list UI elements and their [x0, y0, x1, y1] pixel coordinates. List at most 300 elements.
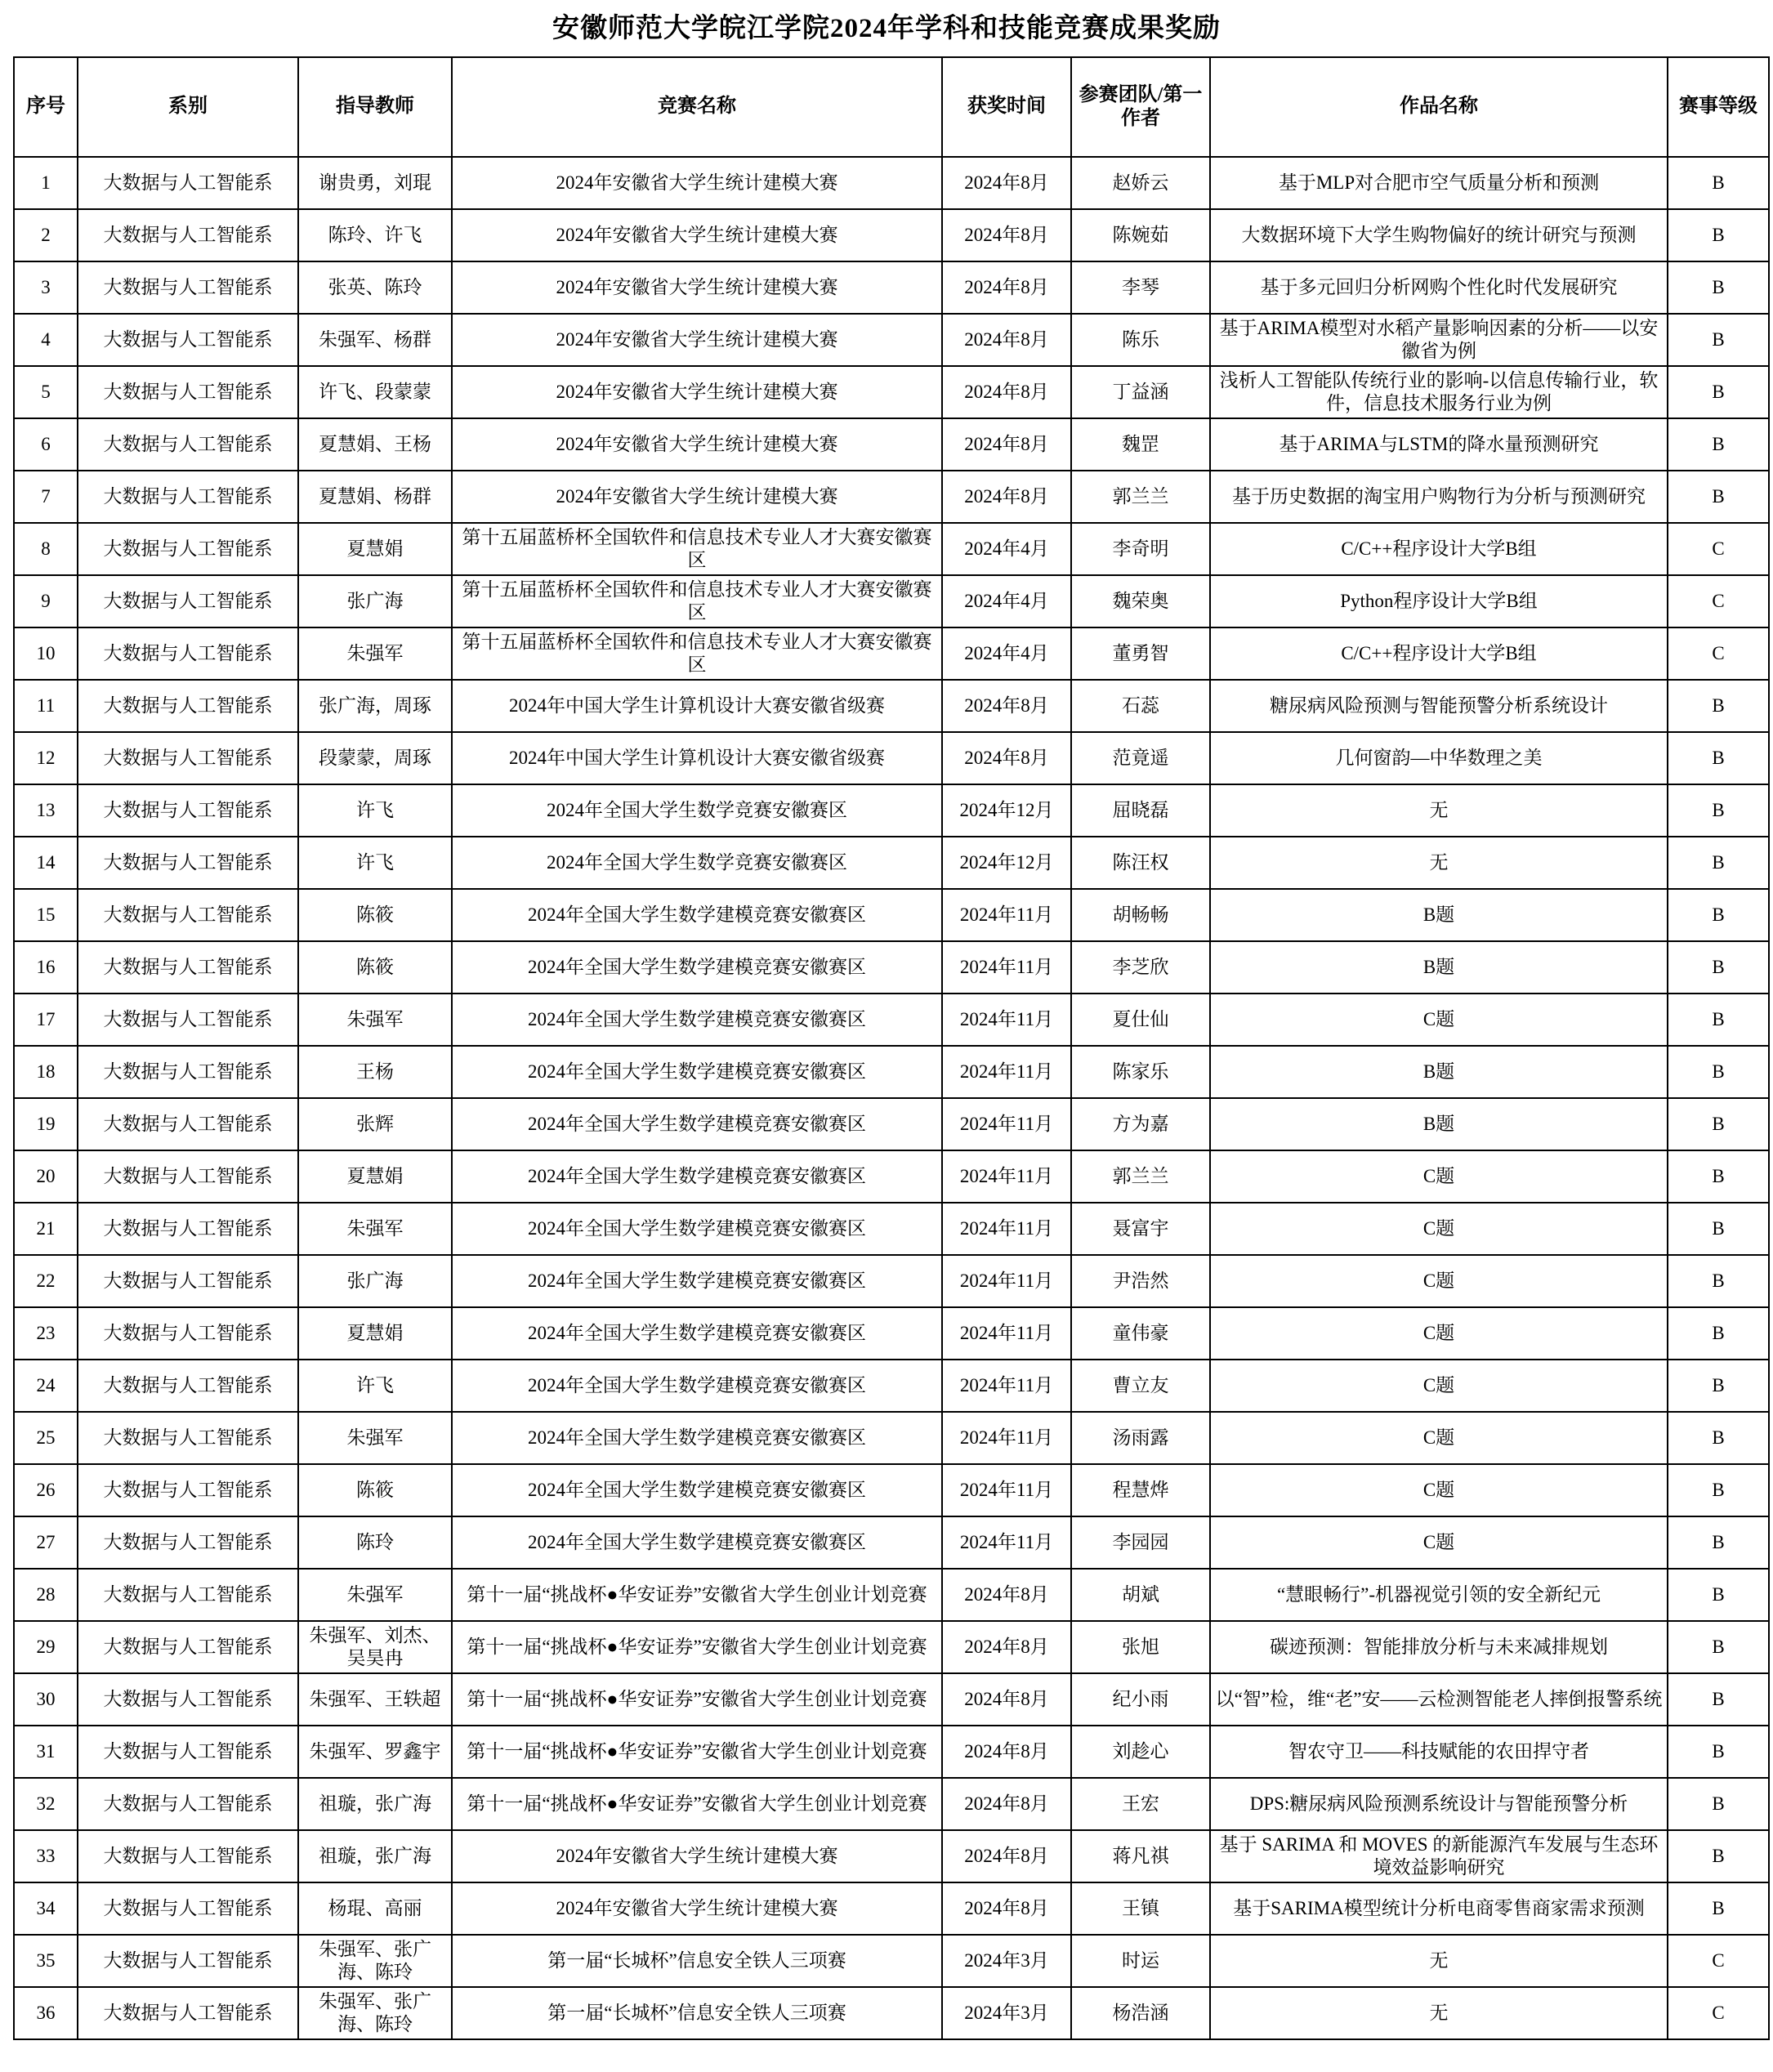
cell-level: B — [1668, 1203, 1769, 1255]
cell-author: 郭兰兰 — [1071, 471, 1210, 523]
cell-time: 2024年11月 — [942, 889, 1071, 941]
cell-advisor: 谢贵勇，刘琨 — [298, 157, 452, 209]
cell-advisor: 张辉 — [298, 1098, 452, 1150]
cell-author: 程慧烨 — [1071, 1464, 1210, 1516]
cell-advisor: 朱强军、王轶超 — [298, 1673, 452, 1726]
cell-level: B — [1668, 889, 1769, 941]
cell-level: B — [1668, 157, 1769, 209]
cell-author: 李琴 — [1071, 261, 1210, 314]
cell-advisor: 朱强军 — [298, 1569, 452, 1621]
cell-time: 2024年4月 — [942, 523, 1071, 575]
cell-work: C题 — [1210, 1255, 1668, 1307]
cell-time: 2024年3月 — [942, 1935, 1071, 1987]
cell-competition: 2024年安徽省大学生统计建模大赛 — [452, 366, 942, 418]
cell-time: 2024年11月 — [942, 1360, 1071, 1412]
cell-advisor: 陈筱 — [298, 1464, 452, 1516]
cell-no: 35 — [14, 1935, 78, 1987]
cell-dept: 大数据与人工智能系 — [78, 1255, 298, 1307]
cell-no: 3 — [14, 261, 78, 314]
cell-competition: 第十一届“挑战杯●华安证券”安徽省大学生创业计划竞赛 — [452, 1726, 942, 1778]
table-row — [14, 157, 1769, 209]
cell-level: B — [1668, 418, 1769, 471]
cell-advisor: 段蒙蒙，周琢 — [298, 732, 452, 784]
cell-dept: 大数据与人工智能系 — [78, 1882, 298, 1935]
cell-competition: 2024年全国大学生数学建模竞赛安徽赛区 — [452, 1360, 942, 1412]
cell-level: B — [1668, 1464, 1769, 1516]
cell-advisor: 许飞、段蒙蒙 — [298, 366, 452, 418]
cell-competition: 第十五届蓝桥杯全国软件和信息技术专业人才大赛安徽赛区 — [452, 575, 942, 627]
cell-level: B — [1668, 209, 1769, 261]
cell-no: 26 — [14, 1464, 78, 1516]
cell-competition: 2024年安徽省大学生统计建模大赛 — [452, 418, 942, 471]
table-row — [14, 1098, 1769, 1150]
cell-level: B — [1668, 1569, 1769, 1621]
cell-no: 23 — [14, 1307, 78, 1360]
table-row — [14, 1621, 1769, 1673]
cell-advisor: 朱强军、刘杰、吴昊冉 — [298, 1621, 452, 1673]
cell-no: 2 — [14, 209, 78, 261]
cell-author: 魏罡 — [1071, 418, 1210, 471]
cell-author: 方为嘉 — [1071, 1098, 1210, 1150]
cell-dept: 大数据与人工智能系 — [78, 1673, 298, 1726]
cell-level: C — [1668, 1987, 1769, 2039]
cell-competition: 2024年全国大学生数学建模竞赛安徽赛区 — [452, 1150, 942, 1203]
cell-dept: 大数据与人工智能系 — [78, 1203, 298, 1255]
cell-advisor: 祖璇，张广海 — [298, 1778, 452, 1830]
cell-no: 28 — [14, 1569, 78, 1621]
cell-level: B — [1668, 471, 1769, 523]
cell-work: B题 — [1210, 889, 1668, 941]
cell-dept: 大数据与人工智能系 — [78, 1464, 298, 1516]
cell-time: 2024年11月 — [942, 1203, 1071, 1255]
cell-time: 2024年4月 — [942, 575, 1071, 627]
cell-no: 10 — [14, 627, 78, 680]
cell-no: 27 — [14, 1516, 78, 1569]
cell-competition: 第十一届“挑战杯●华安证券”安徽省大学生创业计划竞赛 — [452, 1673, 942, 1726]
cell-advisor: 张英、陈玲 — [298, 261, 452, 314]
cell-time: 2024年8月 — [942, 209, 1071, 261]
cell-author: 李奇明 — [1071, 523, 1210, 575]
cell-advisor: 陈筱 — [298, 889, 452, 941]
table-row — [14, 1203, 1769, 1255]
cell-time: 2024年8月 — [942, 471, 1071, 523]
cell-advisor: 杨琨、高丽 — [298, 1882, 452, 1935]
cell-author: 刘趁心 — [1071, 1726, 1210, 1778]
cell-time: 2024年8月 — [942, 261, 1071, 314]
cell-author: 郭兰兰 — [1071, 1150, 1210, 1203]
cell-time: 2024年11月 — [942, 994, 1071, 1046]
cell-advisor: 朱强军 — [298, 1203, 452, 1255]
header-row — [14, 57, 1769, 157]
cell-advisor: 朱强军 — [298, 627, 452, 680]
cell-dept: 大数据与人工智能系 — [78, 1150, 298, 1203]
cell-level: B — [1668, 1307, 1769, 1360]
cell-dept: 大数据与人工智能系 — [78, 1098, 298, 1150]
cell-time: 2024年11月 — [942, 1046, 1071, 1098]
cell-level: B — [1668, 1150, 1769, 1203]
cell-advisor: 朱强军 — [298, 1412, 452, 1464]
cell-no: 19 — [14, 1098, 78, 1150]
cell-competition: 2024年安徽省大学生统计建模大赛 — [452, 209, 942, 261]
cell-no: 15 — [14, 889, 78, 941]
cell-no: 31 — [14, 1726, 78, 1778]
cell-no: 1 — [14, 157, 78, 209]
cell-work: “慧眼畅行”-机器视觉引领的安全新纪元 — [1210, 1569, 1668, 1621]
cell-no: 6 — [14, 418, 78, 471]
cell-competition: 2024年安徽省大学生统计建模大赛 — [452, 1882, 942, 1935]
cell-advisor: 许飞 — [298, 837, 452, 889]
cell-dept: 大数据与人工智能系 — [78, 261, 298, 314]
cell-advisor: 陈玲 — [298, 1516, 452, 1569]
table-row — [14, 366, 1769, 418]
cell-time: 2024年8月 — [942, 1726, 1071, 1778]
cell-work: C题 — [1210, 1464, 1668, 1516]
cell-level: B — [1668, 314, 1769, 366]
cell-work: 基于多元回归分析网购个性化时代发展研究 — [1210, 261, 1668, 314]
cell-author: 童伟豪 — [1071, 1307, 1210, 1360]
cell-level: B — [1668, 1830, 1769, 1882]
cell-competition: 第一届“长城杯”信息安全铁人三项赛 — [452, 1987, 942, 2039]
cell-advisor: 陈玲、许飞 — [298, 209, 452, 261]
cell-author: 董勇智 — [1071, 627, 1210, 680]
cell-no: 11 — [14, 680, 78, 732]
cell-no: 29 — [14, 1621, 78, 1673]
cell-work: C/C++程序设计大学B组 — [1210, 627, 1668, 680]
cell-time: 2024年11月 — [942, 1464, 1071, 1516]
cell-competition: 2024年全国大学生数学建模竞赛安徽赛区 — [452, 1516, 942, 1569]
table-row — [14, 1464, 1769, 1516]
cell-advisor: 朱强军、罗鑫宇 — [298, 1726, 452, 1778]
cell-competition: 2024年全国大学生数学竞赛安徽赛区 — [452, 837, 942, 889]
cell-work: DPS:糖尿病风险预测系统设计与智能预警分析 — [1210, 1778, 1668, 1830]
column-header-time: 获奖时间 — [942, 57, 1071, 157]
column-header-level: 赛事等级 — [1668, 57, 1769, 157]
cell-level: B — [1668, 1673, 1769, 1726]
cell-author: 夏仕仙 — [1071, 994, 1210, 1046]
cell-time: 2024年3月 — [942, 1987, 1071, 2039]
cell-no: 36 — [14, 1987, 78, 2039]
table-row — [14, 1830, 1769, 1882]
cell-dept: 大数据与人工智能系 — [78, 1987, 298, 2039]
cell-level: C — [1668, 575, 1769, 627]
cell-author: 李园园 — [1071, 1516, 1210, 1569]
cell-time: 2024年8月 — [942, 680, 1071, 732]
cell-no: 30 — [14, 1673, 78, 1726]
cell-level: B — [1668, 1778, 1769, 1830]
cell-time: 2024年12月 — [942, 837, 1071, 889]
cell-no: 13 — [14, 784, 78, 837]
cell-work: B题 — [1210, 941, 1668, 994]
table-row — [14, 732, 1769, 784]
cell-competition: 2024年全国大学生数学建模竞赛安徽赛区 — [452, 889, 942, 941]
table-row — [14, 680, 1769, 732]
cell-author: 蒋凡祺 — [1071, 1830, 1210, 1882]
cell-time: 2024年11月 — [942, 1307, 1071, 1360]
cell-advisor: 许飞 — [298, 1360, 452, 1412]
cell-competition: 2024年安徽省大学生统计建模大赛 — [452, 261, 942, 314]
table-row — [14, 941, 1769, 994]
cell-author: 陈家乐 — [1071, 1046, 1210, 1098]
cell-dept: 大数据与人工智能系 — [78, 1778, 298, 1830]
cell-work: 无 — [1210, 1935, 1668, 1987]
cell-author: 张旭 — [1071, 1621, 1210, 1673]
cell-dept: 大数据与人工智能系 — [78, 523, 298, 575]
cell-advisor: 夏慧娟 — [298, 1150, 452, 1203]
cell-time: 2024年11月 — [942, 1098, 1071, 1150]
cell-level: B — [1668, 1255, 1769, 1307]
cell-level: B — [1668, 1882, 1769, 1935]
cell-advisor: 陈筱 — [298, 941, 452, 994]
cell-competition: 第十五届蓝桥杯全国软件和信息技术专业人才大赛安徽赛区 — [452, 627, 942, 680]
cell-work: 碳迹预测：智能排放分析与未来减排规划 — [1210, 1621, 1668, 1673]
cell-competition: 2024年全国大学生数学建模竞赛安徽赛区 — [452, 1412, 942, 1464]
cell-no: 7 — [14, 471, 78, 523]
cell-author: 胡斌 — [1071, 1569, 1210, 1621]
cell-time: 2024年8月 — [942, 1673, 1071, 1726]
table-row — [14, 1360, 1769, 1412]
cell-no: 5 — [14, 366, 78, 418]
cell-author: 丁益涵 — [1071, 366, 1210, 418]
cell-advisor: 夏慧娟、杨群 — [298, 471, 452, 523]
cell-work: 基于ARIMA与LSTM的降水量预测研究 — [1210, 418, 1668, 471]
cell-advisor: 王杨 — [298, 1046, 452, 1098]
cell-dept: 大数据与人工智能系 — [78, 941, 298, 994]
cell-dept: 大数据与人工智能系 — [78, 837, 298, 889]
cell-dept: 大数据与人工智能系 — [78, 889, 298, 941]
cell-time: 2024年8月 — [942, 732, 1071, 784]
cell-work: C题 — [1210, 1203, 1668, 1255]
cell-dept: 大数据与人工智能系 — [78, 471, 298, 523]
cell-work: Python程序设计大学B组 — [1210, 575, 1668, 627]
cell-competition: 2024年全国大学生数学建模竞赛安徽赛区 — [452, 1255, 942, 1307]
cell-time: 2024年8月 — [942, 1778, 1071, 1830]
cell-time: 2024年11月 — [942, 1255, 1071, 1307]
cell-author: 杨浩涵 — [1071, 1987, 1210, 2039]
cell-level: B — [1668, 261, 1769, 314]
cell-competition: 第十一届“挑战杯●华安证券”安徽省大学生创业计划竞赛 — [452, 1778, 942, 1830]
cell-work: 智农守卫——科技赋能的农田捍守者 — [1210, 1726, 1668, 1778]
cell-no: 9 — [14, 575, 78, 627]
cell-author: 尹浩然 — [1071, 1255, 1210, 1307]
cell-author: 范竟遥 — [1071, 732, 1210, 784]
table-row — [14, 889, 1769, 941]
cell-work: C题 — [1210, 1360, 1668, 1412]
cell-no: 24 — [14, 1360, 78, 1412]
cell-work: 糖尿病风险预测与智能预警分析系统设计 — [1210, 680, 1668, 732]
cell-competition: 2024年全国大学生数学竞赛安徽赛区 — [452, 784, 942, 837]
cell-no: 4 — [14, 314, 78, 366]
table-row — [14, 784, 1769, 837]
cell-author: 陈乐 — [1071, 314, 1210, 366]
cell-dept: 大数据与人工智能系 — [78, 680, 298, 732]
cell-competition: 第一届“长城杯”信息安全铁人三项赛 — [452, 1935, 942, 1987]
cell-time: 2024年11月 — [942, 1150, 1071, 1203]
table-row — [14, 1255, 1769, 1307]
cell-level: B — [1668, 1516, 1769, 1569]
cell-competition: 2024年安徽省大学生统计建模大赛 — [452, 1830, 942, 1882]
cell-advisor: 夏慧娟 — [298, 1307, 452, 1360]
cell-level: B — [1668, 1621, 1769, 1673]
cell-dept: 大数据与人工智能系 — [78, 1516, 298, 1569]
cell-time: 2024年8月 — [942, 366, 1071, 418]
cell-advisor: 朱强军、杨群 — [298, 314, 452, 366]
cell-dept: 大数据与人工智能系 — [78, 575, 298, 627]
cell-dept: 大数据与人工智能系 — [78, 732, 298, 784]
cell-level: B — [1668, 1098, 1769, 1150]
cell-author: 魏荣奥 — [1071, 575, 1210, 627]
cell-time: 2024年11月 — [942, 1412, 1071, 1464]
cell-author: 王镇 — [1071, 1882, 1210, 1935]
cell-work: B题 — [1210, 1046, 1668, 1098]
cell-author: 石蕊 — [1071, 680, 1210, 732]
cell-no: 22 — [14, 1255, 78, 1307]
cell-competition: 2024年中国大学生计算机设计大赛安徽省级赛 — [452, 680, 942, 732]
cell-competition: 2024年全国大学生数学建模竞赛安徽赛区 — [452, 941, 942, 994]
awards-table — [13, 56, 1770, 2040]
cell-dept: 大数据与人工智能系 — [78, 1307, 298, 1360]
cell-competition: 2024年全国大学生数学建模竞赛安徽赛区 — [452, 1098, 942, 1150]
cell-competition: 2024年安徽省大学生统计建模大赛 — [452, 471, 942, 523]
cell-no: 14 — [14, 837, 78, 889]
cell-work: 无 — [1210, 1987, 1668, 2039]
table-row — [14, 1778, 1769, 1830]
column-header-advisor: 指导教师 — [298, 57, 452, 157]
cell-competition: 2024年安徽省大学生统计建模大赛 — [452, 157, 942, 209]
table-row — [14, 418, 1769, 471]
cell-work: C题 — [1210, 1307, 1668, 1360]
table-row — [14, 523, 1769, 575]
column-header-team-author: 参赛团队/第一作者 — [1071, 57, 1210, 157]
cell-author: 赵娇云 — [1071, 157, 1210, 209]
cell-level: B — [1668, 941, 1769, 994]
cell-competition: 第十五届蓝桥杯全国软件和信息技术专业人才大赛安徽赛区 — [452, 523, 942, 575]
table-row — [14, 1935, 1769, 1987]
cell-competition: 2024年全国大学生数学建模竞赛安徽赛区 — [452, 1046, 942, 1098]
cell-author: 屈晓磊 — [1071, 784, 1210, 837]
cell-no: 25 — [14, 1412, 78, 1464]
cell-work: 基于MLP对合肥市空气质量分析和预测 — [1210, 157, 1668, 209]
cell-level: B — [1668, 784, 1769, 837]
cell-work: C题 — [1210, 1412, 1668, 1464]
cell-dept: 大数据与人工智能系 — [78, 1046, 298, 1098]
table-row — [14, 575, 1769, 627]
cell-dept: 大数据与人工智能系 — [78, 1569, 298, 1621]
cell-level: B — [1668, 1726, 1769, 1778]
cell-competition: 2024年全国大学生数学建模竞赛安徽赛区 — [452, 1307, 942, 1360]
cell-advisor: 张广海 — [298, 1255, 452, 1307]
cell-no: 18 — [14, 1046, 78, 1098]
cell-work: 以“智”检，维“老”安——云检测智能老人摔倒报警系统 — [1210, 1673, 1668, 1726]
cell-time: 2024年8月 — [942, 157, 1071, 209]
cell-no: 33 — [14, 1830, 78, 1882]
cell-dept: 大数据与人工智能系 — [78, 1935, 298, 1987]
table-row — [14, 471, 1769, 523]
table-row — [14, 261, 1769, 314]
cell-dept: 大数据与人工智能系 — [78, 157, 298, 209]
cell-no: 34 — [14, 1882, 78, 1935]
cell-no: 32 — [14, 1778, 78, 1830]
cell-competition: 2024年全国大学生数学建模竞赛安徽赛区 — [452, 1203, 942, 1255]
table-row — [14, 1150, 1769, 1203]
page-title: 安徽师范大学皖江学院2024年学科和技能竞赛成果奖励 — [552, 14, 1221, 43]
cell-advisor: 朱强军 — [298, 994, 452, 1046]
cell-level: C — [1668, 627, 1769, 680]
table-row — [14, 1987, 1769, 2039]
column-header-dept: 系别 — [78, 57, 298, 157]
table-row — [14, 837, 1769, 889]
cell-work: C/C++程序设计大学B组 — [1210, 523, 1668, 575]
cell-level: B — [1668, 1046, 1769, 1098]
table-row — [14, 209, 1769, 261]
table-row — [14, 1882, 1769, 1935]
cell-no: 17 — [14, 994, 78, 1046]
cell-time: 2024年11月 — [942, 941, 1071, 994]
table-row — [14, 627, 1769, 680]
column-header-work: 作品名称 — [1210, 57, 1668, 157]
cell-competition: 2024年全国大学生数学建模竞赛安徽赛区 — [452, 994, 942, 1046]
cell-level: B — [1668, 837, 1769, 889]
cell-no: 12 — [14, 732, 78, 784]
cell-work: 无 — [1210, 837, 1668, 889]
cell-no: 21 — [14, 1203, 78, 1255]
cell-time: 2024年8月 — [942, 1882, 1071, 1935]
cell-competition: 2024年中国大学生计算机设计大赛安徽省级赛 — [452, 732, 942, 784]
cell-dept: 大数据与人工智能系 — [78, 784, 298, 837]
cell-level: C — [1668, 523, 1769, 575]
cell-time: 2024年8月 — [942, 314, 1071, 366]
table-row — [14, 1673, 1769, 1726]
cell-author: 李芝欣 — [1071, 941, 1210, 994]
cell-author: 聂富宇 — [1071, 1203, 1210, 1255]
table-row — [14, 994, 1769, 1046]
cell-time: 2024年4月 — [942, 627, 1071, 680]
cell-dept: 大数据与人工智能系 — [78, 366, 298, 418]
cell-advisor: 夏慧娟、王杨 — [298, 418, 452, 471]
cell-dept: 大数据与人工智能系 — [78, 1621, 298, 1673]
cell-dept: 大数据与人工智能系 — [78, 994, 298, 1046]
cell-time: 2024年8月 — [942, 1830, 1071, 1882]
table-row — [14, 314, 1769, 366]
cell-dept: 大数据与人工智能系 — [78, 1830, 298, 1882]
cell-work: 无 — [1210, 784, 1668, 837]
cell-advisor: 许飞 — [298, 784, 452, 837]
cell-level: B — [1668, 680, 1769, 732]
cell-time: 2024年8月 — [942, 1569, 1071, 1621]
cell-time: 2024年12月 — [942, 784, 1071, 837]
cell-work: 大数据环境下大学生购物偏好的统计研究与预测 — [1210, 209, 1668, 261]
cell-work: B题 — [1210, 1098, 1668, 1150]
cell-dept: 大数据与人工智能系 — [78, 1412, 298, 1464]
table-row — [14, 1726, 1769, 1778]
cell-work: 基于SARIMA模型统计分析电商零售商家需求预测 — [1210, 1882, 1668, 1935]
cell-level: B — [1668, 732, 1769, 784]
cell-competition: 2024年安徽省大学生统计建模大赛 — [452, 314, 942, 366]
cell-advisor: 张广海，周琢 — [298, 680, 452, 732]
cell-dept: 大数据与人工智能系 — [78, 209, 298, 261]
cell-work: 基于历史数据的淘宝用户购物行为分析与预测研究 — [1210, 471, 1668, 523]
cell-no: 16 — [14, 941, 78, 994]
cell-author: 王宏 — [1071, 1778, 1210, 1830]
cell-level: B — [1668, 1360, 1769, 1412]
cell-competition: 2024年全国大学生数学建模竞赛安徽赛区 — [452, 1464, 942, 1516]
column-header-no: 序号 — [14, 57, 78, 157]
table-row — [14, 1412, 1769, 1464]
cell-dept: 大数据与人工智能系 — [78, 1726, 298, 1778]
cell-time: 2024年8月 — [942, 1621, 1071, 1673]
cell-level: C — [1668, 1935, 1769, 1987]
cell-time: 2024年11月 — [942, 1516, 1071, 1569]
cell-competition: 第十一届“挑战杯●华安证券”安徽省大学生创业计划竞赛 — [452, 1621, 942, 1673]
